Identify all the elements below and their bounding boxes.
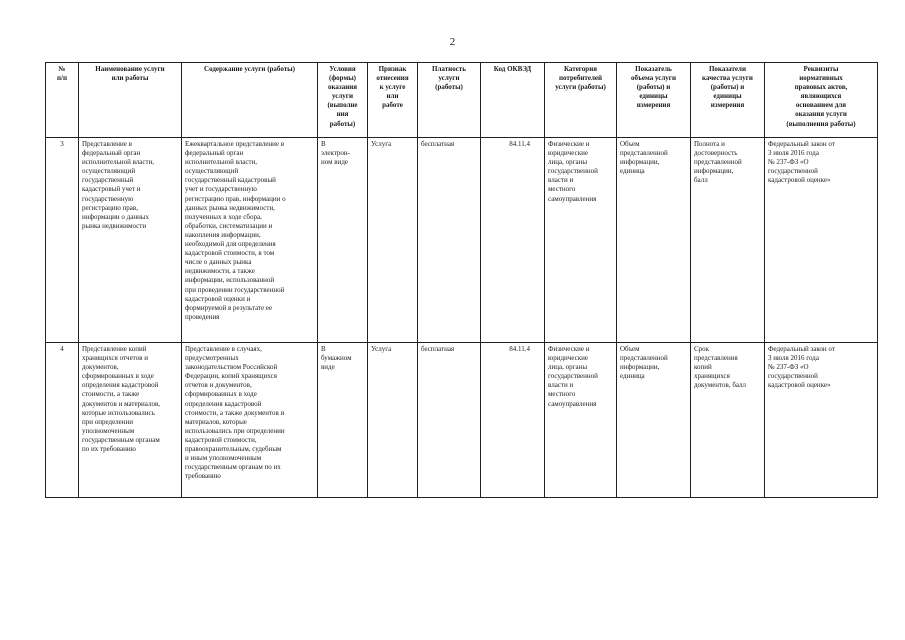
cell-legal-acts: Федеральный закон от 3 июля 2016 года № 237-ФЗ «О государственной кадастровой оценке» [765, 343, 878, 498]
cell-service-name: Представление копий хранящихся отчетов и документов, сформированных в ходе определения кадастровой стоимости, а также документов и материалов, которые использовались при определении уполномоченным государственным органам по их требованию [79, 343, 182, 498]
cell-attribute: Услуга [368, 343, 418, 498]
header-attribute: Признак отнесения к услуге или работе [368, 63, 418, 138]
cell-volume-indicator: Объем представленной информации, единица [617, 343, 691, 498]
table-header-row [46, 63, 878, 138]
cell-consumers: Физические и юридические лица, органы государственной власти и местного самоуправления [545, 343, 617, 498]
header-conditions: Условия (формы) оказания услуги (выполне ния работы) [318, 63, 368, 138]
cell-consumers: Физические и юридические лица, органы государственной власти и местного самоуправления [545, 138, 617, 343]
header-legal-acts: Реквизиты нормативных правовых актов, являющихся основанием для оказания услуги (выполнения работы) [765, 63, 878, 138]
cell-payment: бесплатная [418, 343, 481, 498]
cell-service-content: Представление в случаях, предусмотренных законодательством Российской Федерации, копий хранящихся отчетов и документов, сформированных в ходе определения кадастровой стоимости, а также документов и материалов, которые использовались при определении кадастровой стоимости, правоохранительным, судебным и иным уполномоченным государственным органам по их требованию [182, 343, 318, 498]
header-okved: Код ОКВЭД [481, 63, 545, 138]
cell-conditions: В электрон- ном виде [318, 138, 368, 343]
cell-service-content: Ежеквартальное представление в федеральный орган исполнительной власти, осуществляющий государственный кадастровый учет и государственную регистрацию прав, информации о данных рынка недвижимости, полученных в ходе сбора, обработки, систематизации и накопления информации, необходимой для определения кадастровой стоимости, в том числе о данных рынка недвижимости, а также информации, использованной при проведении государственной кадастровой оценки и формируемой в результате ее проведения [182, 138, 318, 343]
cell-attribute: Услуга [368, 138, 418, 343]
cell-payment: бесплатная [418, 138, 481, 343]
cell-okved: 84.11.4 [481, 138, 545, 343]
cell-service-name: Представление в федеральный орган исполнительной власти, осуществляющий государственный кадастровый учет и государственную регистрацию прав, информации о данных рынка недвижимости [79, 138, 182, 343]
cell-quality-indicator: Полнота и достоверность представленной информации, балл [691, 138, 765, 343]
header-service-content: Содержание услуги (работы) [182, 63, 318, 138]
cell-legal-acts: Федеральный закон от 3 июля 2016 года № 237-ФЗ «О государственной кадастровой оценке» [765, 138, 878, 343]
cell-volume-indicator: Объем представленной информации, единица [617, 138, 691, 343]
header-volume-indicator: Показатель объема услуги (работы) и единицы измерения [617, 63, 691, 138]
header-consumers: Категория потребителей услуги (работы) [545, 63, 617, 138]
header-quality-indicator: Показатели качества услуги (работы) и единицы измерения [691, 63, 765, 138]
cell-number: 4 [46, 343, 79, 498]
cell-conditions: В бумажном виде [318, 343, 368, 498]
cell-quality-indicator: Срок представления копий хранящихся документов, балл [691, 343, 765, 498]
cell-number: 3 [46, 138, 79, 343]
header-payment: Платность услуги (работы) [418, 63, 481, 138]
header-number: № п/п [46, 63, 79, 138]
page-number: 2 [449, 36, 456, 48]
services-table [45, 62, 878, 498]
cell-okved: 84.11.4 [481, 343, 545, 498]
table-row [46, 138, 878, 343]
table-row [46, 343, 878, 498]
header-service-name: Наименование услуги или работы [79, 63, 182, 138]
